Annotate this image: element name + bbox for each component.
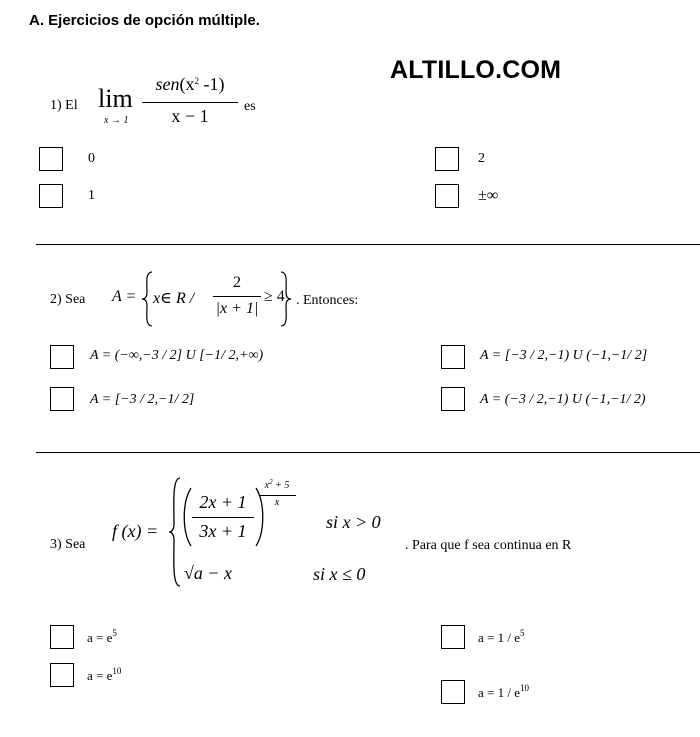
q1-option-checkbox-infinity[interactable] — [435, 184, 459, 208]
q3-exponent-num: $x^2 + 5$ — [264, 478, 290, 491]
q2-suffix: . Entonces: — [296, 293, 359, 308]
q2-frac-den: |x + 1| — [215, 300, 259, 317]
q3-option-checkbox-a[interactable] — [50, 625, 74, 649]
q1-option-checkbox-1[interactable] — [39, 184, 63, 208]
q2-option-b: A = [−3 / 2,−1) U (−1,−1/ 2] — [480, 348, 648, 363]
q1-prefix: 1) El — [50, 98, 78, 113]
q3-option-b: $a = 1 / e^5$ — [478, 628, 525, 645]
q2-frac-num: 2 — [233, 274, 241, 291]
q1-suffix: es — [244, 99, 256, 114]
watermark: ALTILLO.COM — [390, 56, 562, 84]
q1-option-1: 1 — [88, 188, 95, 203]
q3-branch1-cond: si x > 0 — [326, 512, 381, 532]
q3-branch1-den: 3x + 1 — [199, 521, 247, 541]
divider-1 — [36, 244, 700, 245]
q3-exponent-bar — [260, 495, 296, 496]
q2-option-checkbox-c[interactable] — [50, 387, 74, 411]
q1-limit-word: lim — [98, 84, 133, 113]
q2-set-name: A = — [112, 288, 137, 305]
divider-2 — [36, 452, 700, 453]
q3-branch1-num: 2x + 1 — [199, 492, 247, 512]
q1-option-infinity: ±∞ — [478, 187, 499, 204]
q2-option-a: A = (−∞,−3 / 2] U [−1/ 2,+∞) — [90, 348, 264, 363]
q3-exponent-den: x — [274, 497, 280, 508]
q3-option-checkbox-b[interactable] — [441, 625, 465, 649]
q3-branch2-expr: √a − x — [184, 563, 233, 583]
q2-option-d: A = (−3 / 2,−1) U (−1,−1/ 2) — [480, 392, 646, 407]
q2-option-c: A = [−3 / 2,−1/ 2] — [90, 392, 195, 407]
q3-prefix: 3) Sea — [50, 537, 86, 552]
q1-limit-sub: x → 1 — [104, 115, 129, 126]
q3-branch2-cond: si x ≤ 0 — [313, 564, 366, 584]
q3-option-checkbox-c[interactable] — [50, 663, 74, 687]
q2-option-checkbox-d[interactable] — [441, 387, 465, 411]
q3-branch1-bar — [192, 517, 254, 518]
q1-option-checkbox-0[interactable] — [39, 147, 63, 171]
q2-fraction-bar — [213, 296, 261, 297]
q3-option-c: $a = e^{10}$ — [87, 666, 122, 683]
q2-option-checkbox-b[interactable] — [441, 345, 465, 369]
q3-option-d: $a = 1 / e^{10}$ — [478, 683, 529, 700]
q2-prefix: 2) Sea — [50, 292, 86, 307]
q1-fraction-bar — [142, 102, 238, 103]
q3-function-name: f (x) = — [112, 521, 159, 541]
q2-set-condition: x∈ R / — [153, 290, 195, 307]
q2-inequality: ≥ 4 — [264, 288, 285, 305]
q3-option-checkbox-d[interactable] — [441, 680, 465, 704]
q2-option-checkbox-a[interactable] — [50, 345, 74, 369]
q1-denominator: x − 1 — [171, 106, 209, 126]
q3-suffix: . Para que f sea continua en R — [405, 538, 572, 553]
section-title: A. Ejercicios de opción múltiple. — [29, 12, 260, 29]
q3-option-a: $a = e^5$ — [87, 628, 117, 645]
q1-option-checkbox-2[interactable] — [435, 147, 459, 171]
q1-option-0: 0 — [88, 151, 95, 166]
q1-option-2: 2 — [478, 151, 485, 166]
q1-numerator: $sen(x^2$ -1) — [155, 74, 225, 94]
q2-right-brace — [278, 270, 292, 328]
